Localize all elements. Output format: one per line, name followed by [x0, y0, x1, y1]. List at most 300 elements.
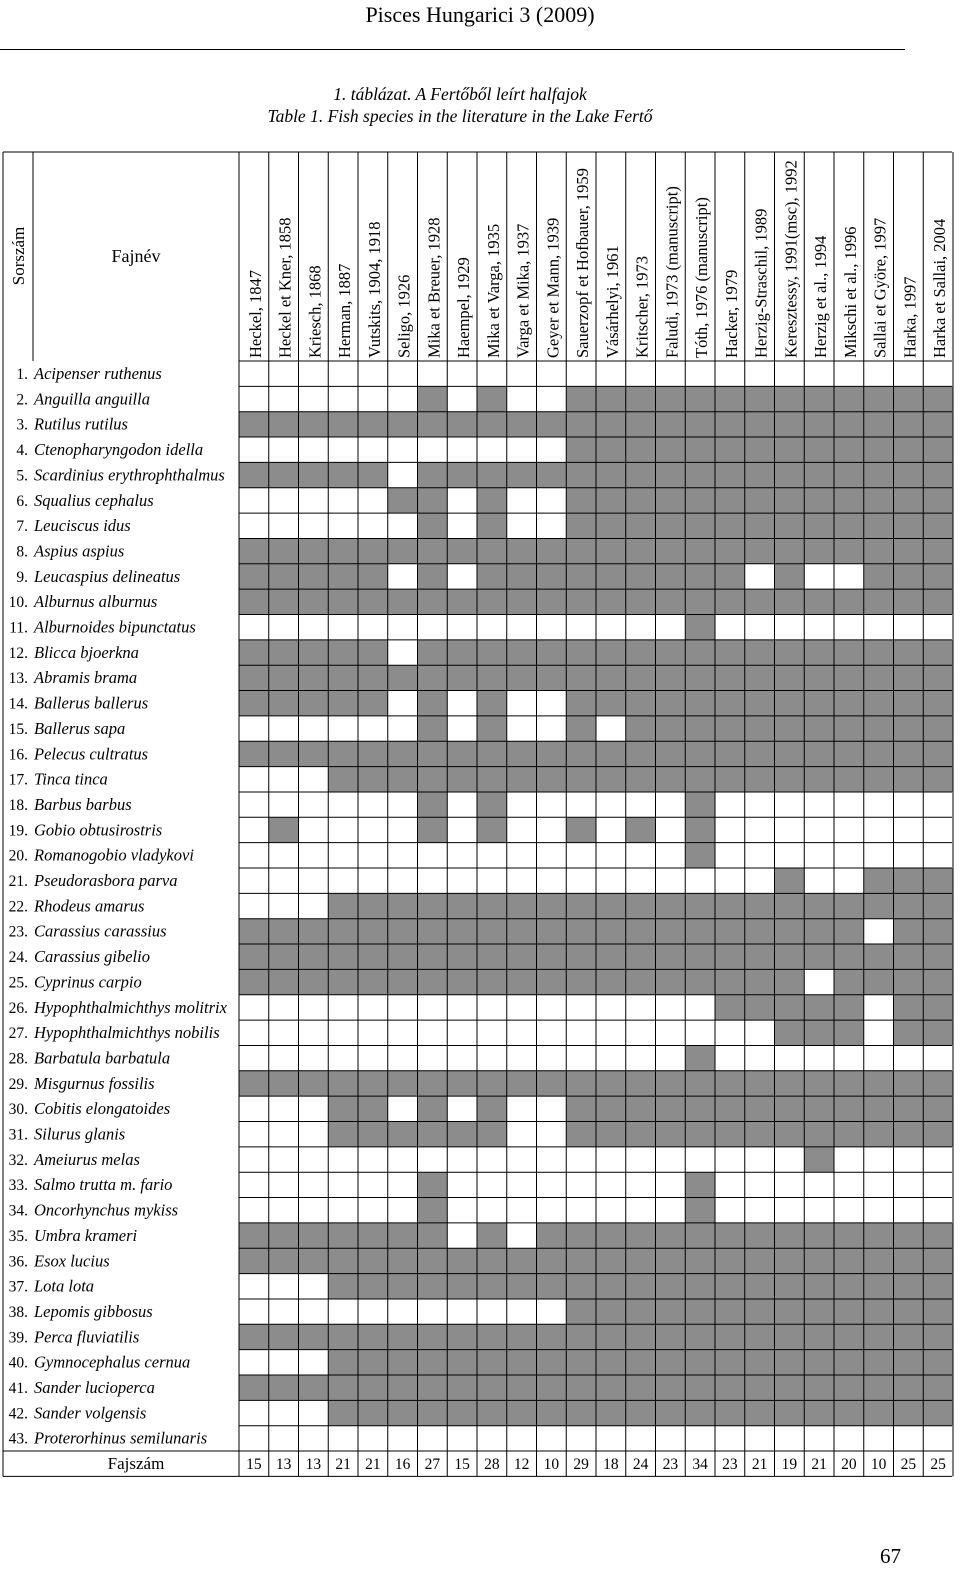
species-name: Sander lucioperca: [34, 1378, 155, 1397]
presence-cell: [507, 462, 537, 487]
presence-cell: [715, 412, 745, 437]
presence-cell: [328, 412, 358, 437]
presence-cell: [507, 665, 537, 690]
species-count: 29: [573, 1456, 589, 1474]
presence-cell: [418, 792, 448, 817]
presence-cell: [745, 1096, 775, 1121]
presence-cell: [656, 1096, 686, 1121]
presence-cell: [566, 564, 596, 589]
presence-cell: [626, 741, 656, 766]
presence-cell: [566, 1299, 596, 1324]
presence-cell: [894, 919, 924, 944]
presence-cell: [328, 462, 358, 487]
presence-cell: [804, 944, 834, 969]
presence-cell: [626, 1324, 656, 1349]
presence-cell: [804, 767, 834, 792]
presence-cell: [864, 1350, 894, 1375]
presence-cell: [269, 589, 299, 614]
presence-cell: [596, 1223, 626, 1248]
presence-cell: [299, 640, 329, 665]
species-name: Pseudorasbora parva: [34, 871, 178, 890]
presence-cell: [328, 1350, 358, 1375]
presence-cell: [358, 1350, 388, 1375]
presence-cell: [477, 792, 507, 817]
presence-cell: [715, 944, 745, 969]
presence-cell: [626, 437, 656, 462]
presence-cell: [507, 538, 537, 563]
presence-cell: [328, 589, 358, 614]
presence-cell: [923, 893, 953, 918]
species-name: Umbra krameri: [34, 1225, 138, 1245]
presence-cell: [685, 716, 715, 741]
presence-cell: [477, 1400, 507, 1425]
species-name: Silurus glanis: [34, 1124, 126, 1144]
presence-cell: [477, 488, 507, 513]
source-header: Varga et Mika, 1937: [513, 223, 533, 358]
presence-cell: [745, 412, 775, 437]
presence-cell: [923, 437, 953, 462]
row-index: 43.: [8, 1430, 28, 1448]
source-header: Hacker, 1979: [721, 269, 741, 358]
presence-cell: [596, 1400, 626, 1425]
presence-cell: [923, 1324, 953, 1349]
presence-cell: [745, 1248, 775, 1273]
presence-cell: [894, 564, 924, 589]
presence-cell: [656, 1350, 686, 1375]
presence-cell: [388, 412, 418, 437]
presence-cell: [239, 1324, 269, 1349]
presence-cell: [685, 1198, 715, 1223]
presence-cell: [239, 640, 269, 665]
presence-cell: [477, 386, 507, 411]
presence-cell: [775, 665, 805, 690]
species-name: Carassius carassius: [34, 921, 167, 941]
presence-cell: [804, 1274, 834, 1299]
presence-cell: [715, 1096, 745, 1121]
presence-cell: [745, 1223, 775, 1248]
presence-cell: [656, 741, 686, 766]
presence-cell: [864, 1122, 894, 1147]
presence-cell: [775, 944, 805, 969]
presence-cell: [388, 1375, 418, 1400]
presence-cell: [894, 1071, 924, 1096]
presence-cell: [328, 893, 358, 918]
presence-cell: [923, 716, 953, 741]
presence-cell: [626, 893, 656, 918]
presence-cell: [775, 716, 805, 741]
presence-cell: [864, 1299, 894, 1324]
species-name: Ctenopharyngodon idella: [34, 440, 204, 460]
species-name: Acipenser ruthenus: [34, 364, 162, 383]
presence-cell: [596, 640, 626, 665]
presence-cell: [566, 386, 596, 411]
presence-cell: [358, 1223, 388, 1248]
species-count: 28: [484, 1456, 500, 1474]
presence-cell: [596, 969, 626, 994]
presence-cell: [894, 944, 924, 969]
presence-cell: [537, 1375, 567, 1400]
presence-cell: [685, 615, 715, 640]
presence-cell: [566, 969, 596, 994]
presence-cell: [923, 538, 953, 563]
presence-cell: [894, 589, 924, 614]
presence-cell: [745, 944, 775, 969]
presence-cell: [299, 1223, 329, 1248]
presence-cell: [358, 741, 388, 766]
presence-cell: [685, 843, 715, 868]
presence-cell: [804, 893, 834, 918]
presence-cell: [447, 944, 477, 969]
presence-cell: [537, 1274, 567, 1299]
presence-cell: [477, 767, 507, 792]
presence-cell: [804, 691, 834, 716]
presence-cell: [685, 741, 715, 766]
presence-cell: [745, 488, 775, 513]
presence-cell: [834, 969, 864, 994]
presence-cell: [418, 1274, 448, 1299]
presence-cell: [418, 462, 448, 487]
presence-cell: [388, 893, 418, 918]
presence-cell: [715, 1299, 745, 1324]
presence-cell: [507, 564, 537, 589]
species-name: Aspius aspius: [34, 541, 125, 561]
presence-cell: [775, 513, 805, 538]
presence-cell: [418, 640, 448, 665]
presence-cell: [923, 386, 953, 411]
presence-cell: [656, 513, 686, 538]
row-index: 36.: [8, 1253, 28, 1271]
presence-cell: [715, 919, 745, 944]
presence-cell: [923, 1248, 953, 1273]
presence-cell: [923, 1071, 953, 1096]
presence-cell: [239, 691, 269, 716]
presence-cell: [537, 1400, 567, 1425]
presence-cell: [537, 969, 567, 994]
presence-cell: [775, 462, 805, 487]
presence-cell: [923, 462, 953, 487]
row-index: 38.: [8, 1303, 28, 1321]
species-name: Gymnocephalus cernua: [34, 1352, 191, 1372]
presence-cell: [239, 538, 269, 563]
presence-cell: [745, 893, 775, 918]
presence-cell: [328, 1122, 358, 1147]
presence-cell: [626, 640, 656, 665]
presence-cell: [923, 1122, 953, 1147]
presence-cell: [745, 1324, 775, 1349]
presence-cell: [775, 437, 805, 462]
presence-cell: [418, 1122, 448, 1147]
presence-cell: [299, 589, 329, 614]
presence-cell: [447, 969, 477, 994]
presence-cell: [418, 741, 448, 766]
presence-cell: [745, 767, 775, 792]
row-index: 19.: [8, 822, 28, 840]
species-name: Sander volgensis: [34, 1403, 147, 1423]
presence-cell: [775, 767, 805, 792]
presence-cell: [923, 640, 953, 665]
presence-cell: [685, 589, 715, 614]
presence-cell: [447, 1324, 477, 1349]
presence-cell: [656, 640, 686, 665]
presence-cell: [834, 513, 864, 538]
presence-cell: [418, 1350, 448, 1375]
presence-cell: [328, 1248, 358, 1273]
presence-cell: [804, 716, 834, 741]
species-name: Abramis brama: [34, 668, 138, 688]
species-name: Alburnus alburnus: [34, 592, 158, 612]
presence-cell: [328, 1375, 358, 1400]
presence-cell: [358, 1375, 388, 1400]
presence-cell: [477, 462, 507, 487]
presence-cell: [477, 1071, 507, 1096]
presence-cell: [745, 665, 775, 690]
presence-cell: [447, 1122, 477, 1147]
presence-cell: [626, 919, 656, 944]
presence-cell: [537, 538, 567, 563]
presence-cell: [804, 919, 834, 944]
presence-cell: [507, 412, 537, 437]
presence-cell: [894, 412, 924, 437]
presence-cell: [328, 1096, 358, 1121]
source-header: Kritscher, 1973: [632, 256, 652, 358]
presence-cell: [894, 1122, 924, 1147]
presence-cell: [626, 1274, 656, 1299]
presence-cell: [537, 412, 567, 437]
species-count: 20: [841, 1456, 857, 1474]
presence-cell: [804, 1299, 834, 1324]
presence-cell: [923, 1020, 953, 1045]
presence-cell: [685, 488, 715, 513]
presence-cell: [418, 1375, 448, 1400]
presence-cell: [477, 741, 507, 766]
presence-cell: [418, 944, 448, 969]
presence-cell: [388, 944, 418, 969]
presence-cell: [804, 513, 834, 538]
presence-cell: [804, 538, 834, 563]
presence-cell: [804, 1223, 834, 1248]
presence-cell: [894, 488, 924, 513]
presence-cell: [269, 564, 299, 589]
presence-cell: [596, 767, 626, 792]
species-name: Romanogobio vladykovi: [34, 845, 194, 865]
presence-cell: [269, 412, 299, 437]
presence-cell: [418, 919, 448, 944]
presence-cell: [715, 589, 745, 614]
presence-cell: [834, 944, 864, 969]
presence-cell: [656, 1223, 686, 1248]
row-index: 39.: [8, 1329, 28, 1347]
presence-cell: [328, 640, 358, 665]
presence-cell: [834, 741, 864, 766]
presence-cell: [923, 589, 953, 614]
presence-cell: [834, 1400, 864, 1425]
presence-cell: [477, 1375, 507, 1400]
row-index: 30.: [8, 1101, 28, 1119]
species-name: Hypophthalmichthys nobilis: [34, 1023, 220, 1043]
presence-cell: [626, 513, 656, 538]
presence-cell: [864, 1375, 894, 1400]
presence-cell: [804, 640, 834, 665]
presence-cell: [685, 969, 715, 994]
presence-cell: [804, 437, 834, 462]
presence-cell: [269, 741, 299, 766]
presence-cell: [923, 1274, 953, 1299]
presence-cell: [299, 538, 329, 563]
presence-cell: [715, 1248, 745, 1273]
presence-cell: [418, 767, 448, 792]
presence-cell: [656, 969, 686, 994]
presence-cell: [537, 1350, 567, 1375]
row-index: 24.: [8, 949, 28, 967]
row-index: 28.: [8, 1050, 28, 1068]
species-name: Rhodeus amarus: [34, 896, 145, 916]
presence-cell: [864, 412, 894, 437]
species-count: 34: [692, 1456, 708, 1474]
presence-cell: [299, 1375, 329, 1400]
presence-cell: [745, 691, 775, 716]
presence-cell: [715, 995, 745, 1020]
presence-cell: [239, 665, 269, 690]
presence-cell: [596, 1375, 626, 1400]
presence-cell: [864, 640, 894, 665]
presence-cell: [804, 665, 834, 690]
presence-cell: [715, 1071, 745, 1096]
presence-cell: [418, 564, 448, 589]
presence-cell: [507, 589, 537, 614]
presence-cell: [715, 513, 745, 538]
presence-cell: [923, 919, 953, 944]
source-header: Herzig-Straschil, 1989: [751, 208, 771, 358]
presence-cell: [745, 741, 775, 766]
presence-cell: [328, 691, 358, 716]
presence-cell: [894, 538, 924, 563]
presence-cell: [328, 1400, 358, 1425]
header-index-label: Sorszám: [9, 226, 28, 286]
presence-cell: [626, 589, 656, 614]
presence-cell: [596, 462, 626, 487]
presence-cell: [715, 1223, 745, 1248]
presence-cell: [775, 691, 805, 716]
presence-cell: [358, 589, 388, 614]
presence-cell: [685, 1096, 715, 1121]
presence-cell: [894, 1299, 924, 1324]
row-index: 34.: [8, 1202, 28, 1220]
presence-cell: [685, 437, 715, 462]
presence-cell: [923, 1223, 953, 1248]
presence-cell: [715, 386, 745, 411]
row-index: 21.: [8, 873, 28, 890]
presence-cell: [864, 589, 894, 614]
presence-cell: [626, 1299, 656, 1324]
presence-cell: [269, 817, 299, 842]
presence-cell: [775, 1223, 805, 1248]
presence-cell: [596, 944, 626, 969]
presence-cell: [804, 488, 834, 513]
presence-cell: [834, 1020, 864, 1045]
presence-cell: [894, 1248, 924, 1273]
species-count: 15: [454, 1456, 470, 1474]
presence-cell: [626, 1122, 656, 1147]
presence-cell: [447, 665, 477, 690]
presence-cell: [745, 1299, 775, 1324]
presence-cell: [804, 589, 834, 614]
row-index: 37.: [8, 1278, 28, 1296]
presence-cell: [507, 1375, 537, 1400]
presence-cell: [775, 564, 805, 589]
presence-cell: [804, 1071, 834, 1096]
presence-cell: [834, 893, 864, 918]
presence-cell: [834, 1324, 864, 1349]
presence-cell: [864, 1274, 894, 1299]
presence-cell: [656, 767, 686, 792]
presence-cell: [834, 1223, 864, 1248]
presence-cell: [447, 589, 477, 614]
presence-cell: [328, 1324, 358, 1349]
presence-cell: [715, 1274, 745, 1299]
presence-cell: [507, 1400, 537, 1425]
presence-cell: [596, 1071, 626, 1096]
presence-cell: [358, 969, 388, 994]
presence-cell: [834, 589, 864, 614]
presence-cell: [388, 919, 418, 944]
presence-cell: [685, 1172, 715, 1197]
presence-cell: [447, 640, 477, 665]
presence-cell: [804, 1375, 834, 1400]
presence-cell: [418, 716, 448, 741]
presence-cell: [834, 462, 864, 487]
row-index: 20.: [8, 847, 28, 865]
presence-cell: [864, 564, 894, 589]
presence-cell: [656, 437, 686, 462]
presence-cell: [894, 1223, 924, 1248]
presence-cell: [239, 969, 269, 994]
presence-cell: [685, 538, 715, 563]
row-index: 4.: [16, 442, 28, 460]
presence-cell: [894, 1400, 924, 1425]
presence-cell: [477, 1096, 507, 1121]
presence-cell: [477, 1350, 507, 1375]
presence-cell: [775, 488, 805, 513]
species-count: 16: [394, 1456, 411, 1474]
presence-cell: [239, 1071, 269, 1096]
presence-cell: [775, 1274, 805, 1299]
presence-cell: [358, 1248, 388, 1273]
presence-cell: [477, 589, 507, 614]
presence-cell: [715, 640, 745, 665]
presence-cell: [418, 665, 448, 690]
row-index: 10.: [8, 594, 28, 612]
presence-cell: [507, 640, 537, 665]
presence-cell: [715, 691, 745, 716]
presence-cell: [566, 1350, 596, 1375]
presence-cell: [656, 1299, 686, 1324]
source-header: Harka, 1997: [900, 276, 920, 358]
presence-cell: [566, 665, 596, 690]
presence-cell: [447, 1350, 477, 1375]
presence-cell: [537, 564, 567, 589]
presence-cell: [626, 716, 656, 741]
presence-cell: [626, 1350, 656, 1375]
presence-cell: [894, 1020, 924, 1045]
presence-cell: [566, 716, 596, 741]
presence-cell: [894, 1096, 924, 1121]
species-name: Misgurnus fossilis: [34, 1073, 155, 1093]
presence-cell: [685, 1223, 715, 1248]
presence-cell: [923, 969, 953, 994]
presence-cell: [388, 1350, 418, 1375]
row-index: 16.: [8, 746, 28, 764]
presence-cell: [834, 1248, 864, 1273]
